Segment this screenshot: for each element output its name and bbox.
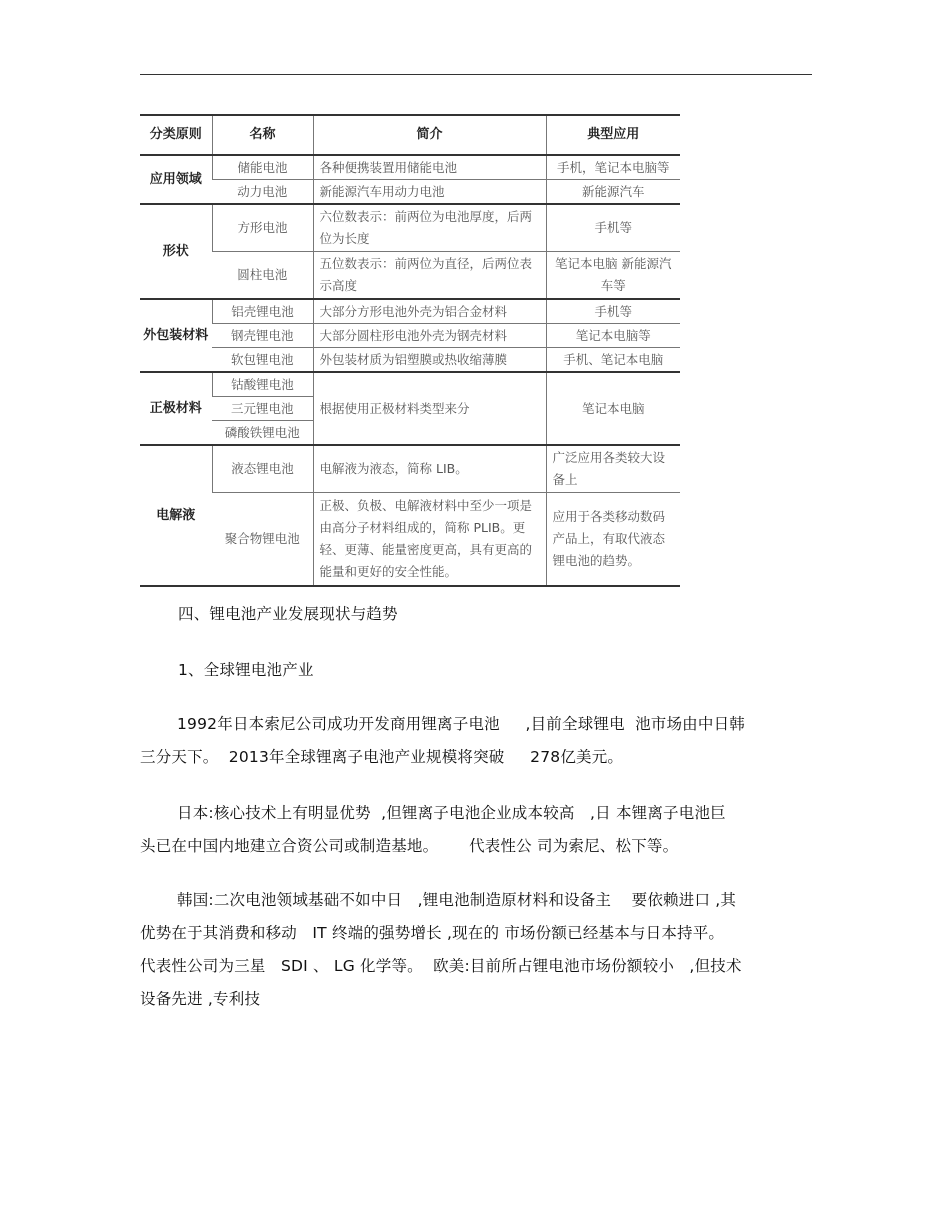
name-cell: 铝壳锂电池 bbox=[212, 299, 313, 324]
header-category: 分类原则 bbox=[140, 115, 212, 155]
section-heading: 四、锂电池产业发展现状与趋势 bbox=[178, 605, 398, 623]
paragraph-line: 三分天下。 2013年全球锂离子电池产业规模将突破 278亿美元。 bbox=[140, 748, 624, 766]
name-cell: 三元锂电池 bbox=[212, 397, 313, 421]
application-cell: 笔记本电脑等 bbox=[546, 324, 680, 348]
name-cell: 圆柱电池 bbox=[212, 252, 313, 300]
paragraph-line: 日本:核心技术上有明显优势 ,但锂离子电池企业成本较高 ,日 本锂离子电池巨 bbox=[177, 804, 726, 822]
table-row bbox=[140, 204, 680, 252]
paragraph-line: 优势在于其消费和移动 IT 终端的强势增长 ,现在的 市场份额已经基本与日本持平。 bbox=[140, 924, 725, 942]
table-row bbox=[140, 180, 680, 205]
paragraph-line: 代表性公司为三星 SDI 、 LG 化学等。 欧美:目前所占锂电池市场份额较小 ,但技术 bbox=[140, 957, 742, 975]
application-cell: 笔记本电脑 新能源汽车等 bbox=[546, 252, 680, 300]
table-row bbox=[140, 445, 680, 493]
paragraph-line: 设备先进 ,专利技 bbox=[140, 990, 261, 1008]
name-cell: 钢壳锂电池 bbox=[212, 324, 313, 348]
application-cell: 手机，笔记本电脑等 bbox=[546, 155, 680, 180]
name-cell: 动力电池 bbox=[212, 180, 313, 205]
table-row bbox=[140, 155, 680, 180]
table-row bbox=[140, 348, 680, 373]
intro-cell: 各种便携装置用储能电池 bbox=[313, 155, 546, 180]
paragraph-global bbox=[140, 708, 812, 774]
header-application: 典型应用 bbox=[546, 115, 680, 155]
intro-cell: 大部分方形电池外壳为铝合金材料 bbox=[313, 299, 546, 324]
table-header-row bbox=[140, 115, 680, 155]
intro-cell: 六位数表示：前两位为电池厚度，后两位为长度 bbox=[313, 204, 546, 252]
table-row bbox=[140, 493, 680, 587]
paragraph-line: 头已在中国内地建立合资公司或制造基地。 代表性公 司为索尼、松下等。 bbox=[140, 837, 679, 855]
name-cell: 钴酸锂电池 bbox=[212, 372, 313, 397]
category-cell: 应用领域 bbox=[140, 155, 212, 204]
table-row bbox=[140, 252, 680, 300]
paragraph-korea bbox=[140, 884, 812, 1016]
name-cell: 方形电池 bbox=[212, 204, 313, 252]
header-name: 名称 bbox=[212, 115, 313, 155]
intro-cell: 新能源汽车用动力电池 bbox=[313, 180, 546, 205]
table-row bbox=[140, 324, 680, 348]
sub-heading: 1、全球锂电池产业 bbox=[178, 661, 314, 679]
name-cell: 液态锂电池 bbox=[212, 445, 313, 493]
table-row bbox=[140, 372, 680, 397]
application-cell: 广泛应用各类较大设备上 bbox=[546, 445, 680, 493]
category-cell: 正极材料 bbox=[140, 372, 212, 445]
name-cell: 软包锂电池 bbox=[212, 348, 313, 373]
category-cell: 电解液 bbox=[140, 445, 212, 586]
intro-cell: 外包装材质为铝塑膜或热收缩薄膜 bbox=[313, 348, 546, 373]
name-cell: 聚合物锂电池 bbox=[212, 493, 313, 587]
battery-classification-table bbox=[140, 114, 680, 587]
paragraph-japan bbox=[140, 797, 812, 863]
application-cell: 手机等 bbox=[546, 299, 680, 324]
category-cell: 形状 bbox=[140, 204, 212, 299]
name-cell: 磷酸铁锂电池 bbox=[212, 421, 313, 446]
header-intro: 简介 bbox=[313, 115, 546, 155]
intro-cell: 根据使用正极材料类型来分 bbox=[313, 372, 546, 445]
application-cell: 应用于各类移动数码产品上，有取代液态锂电池的趋势。 bbox=[546, 493, 680, 587]
page-top-rule bbox=[140, 74, 812, 75]
application-cell: 新能源汽车 bbox=[546, 180, 680, 205]
intro-cell: 正极、负极、电解液材料中至少一项是由高分子材料组成的，简称 PLIB。更轻、更薄、能量密度更高，具有更高的能量和更好的安全性能。 bbox=[313, 493, 546, 587]
intro-cell: 五位数表示：前两位为直径，后两位表示高度 bbox=[313, 252, 546, 300]
paragraph-line: 韩国:二次电池领域基础不如中日 ,锂电池制造原材料和设备主 要依赖进口 ,其 bbox=[177, 891, 737, 909]
application-cell: 笔记本电脑 bbox=[546, 372, 680, 445]
category-cell: 外包装材料 bbox=[140, 299, 212, 372]
application-cell: 手机、笔记本电脑 bbox=[546, 348, 680, 373]
name-cell: 储能电池 bbox=[212, 155, 313, 180]
intro-cell: 电解液为液态，简称 LIB。 bbox=[313, 445, 546, 493]
application-cell: 手机等 bbox=[546, 204, 680, 252]
intro-cell: 大部分圆柱形电池外壳为钢壳材料 bbox=[313, 324, 546, 348]
paragraph-line: 1992年日本索尼公司成功开发商用锂离子电池 ,目前全球锂电 池市场由中日韩 bbox=[177, 715, 745, 733]
table-row bbox=[140, 299, 680, 324]
